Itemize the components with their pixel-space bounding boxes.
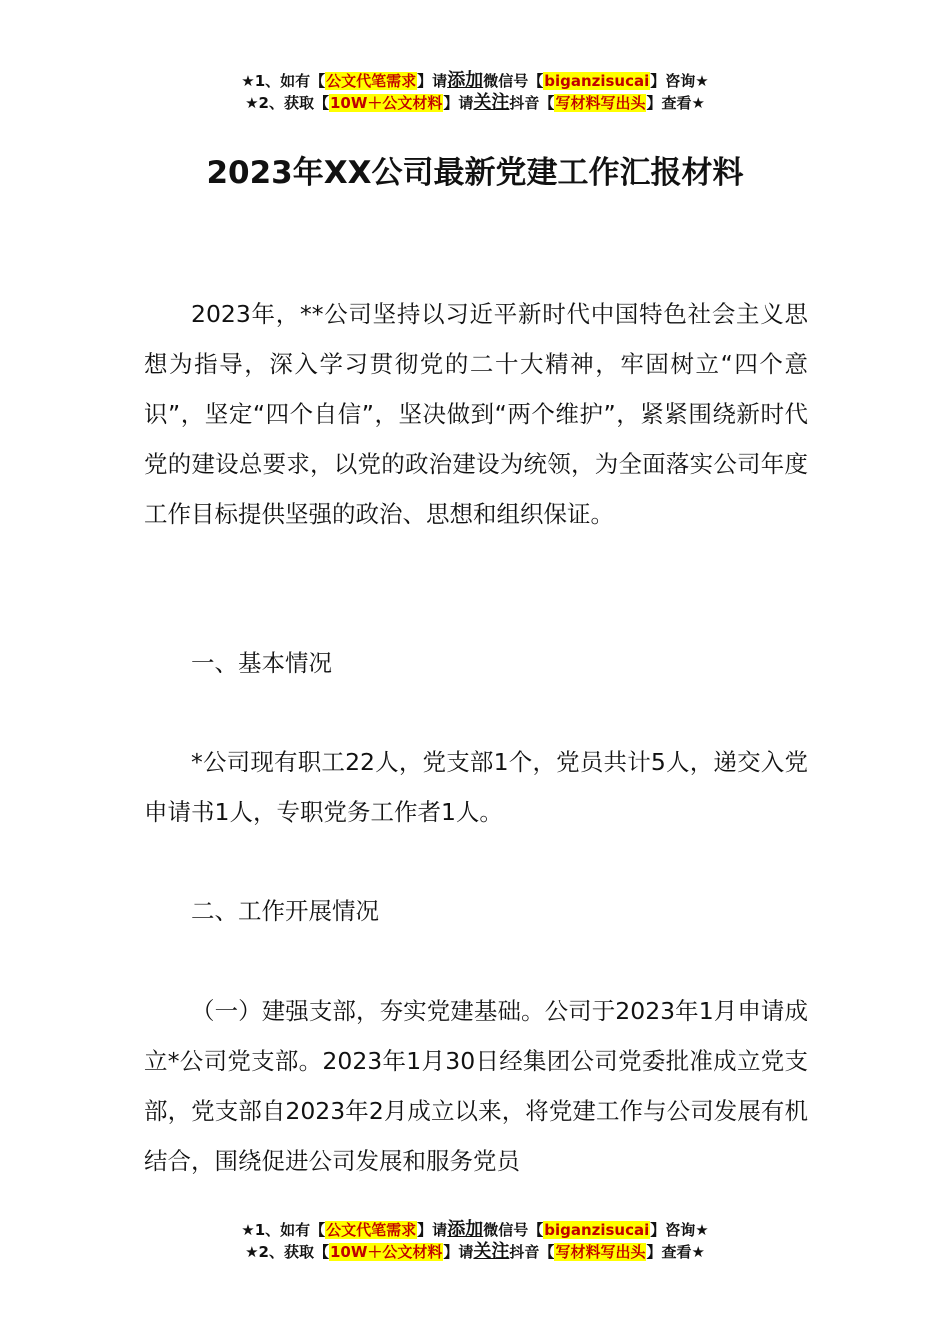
promo-line-1: ★1、如有【公文代笔需求】请添加微信号【biganzisucai】咨询★: [241, 1219, 709, 1240]
section-heading-basic: 一、基本情况: [191, 649, 332, 677]
document-title: 2023年XX公司最新党建工作汇报材料: [206, 155, 744, 191]
promo-line-1: ★1、如有【公文代笔需求】请添加微信号【biganzisucai】咨询★: [241, 70, 709, 91]
promo-highlight-douyin: 写材料写出头: [555, 1243, 646, 1261]
top-promo-banner: [0, 70, 950, 114]
promo-highlight-materials: 10W＋公文材料: [329, 94, 443, 112]
intro-paragraph: 2023年，**公司坚持以习近平新时代中国特色社会主义思想为指导，深入学习贯彻党的二十大精神，牢固树立“四个意识”，坚定“四个自信”，坚决做到“两个维护”，紧紧围绕新时代党的建设总要求，以党的政治建设为统领，为全面落实公司年度工作目标提供坚强的政治、思想和组织保证。: [144, 300, 808, 528]
promo-highlight-service: 公文代笔需求: [326, 1221, 417, 1239]
promo-highlight-wechat: biganzisucai: [544, 1221, 650, 1239]
promo-line-2: ★2、获取【10W＋公文材料】请关注抖音【写材料写出头】查看★: [245, 1241, 705, 1262]
work-paragraph: （一）建强支部，夯实党建基础。公司于2023年1月申请成立*公司党支部。2023年1月30日经集团公司党委批准成立党支部，党支部自2023年2月成立以来，将党建工作与公司发展有机结合，围绕促进公司发展和服务党员: [144, 997, 808, 1175]
section-heading-work: 二、工作开展情况: [191, 897, 379, 925]
promo-highlight-service: 公文代笔需求: [326, 72, 417, 90]
promo-highlight-materials: 10W＋公文材料: [329, 1243, 443, 1261]
bottom-promo-banner: [0, 1219, 950, 1263]
promo-line-2: ★2、获取【10W＋公文材料】请关注抖音【写材料写出头】查看★: [245, 92, 705, 113]
promo-highlight-douyin: 写材料写出头: [555, 94, 646, 112]
promo-highlight-wechat: biganzisucai: [544, 72, 650, 90]
basic-info-paragraph: *公司现有职工22人，党支部1个，党员共计5人，递交入党申请书1人，专职党务工作者1人。: [144, 748, 808, 826]
